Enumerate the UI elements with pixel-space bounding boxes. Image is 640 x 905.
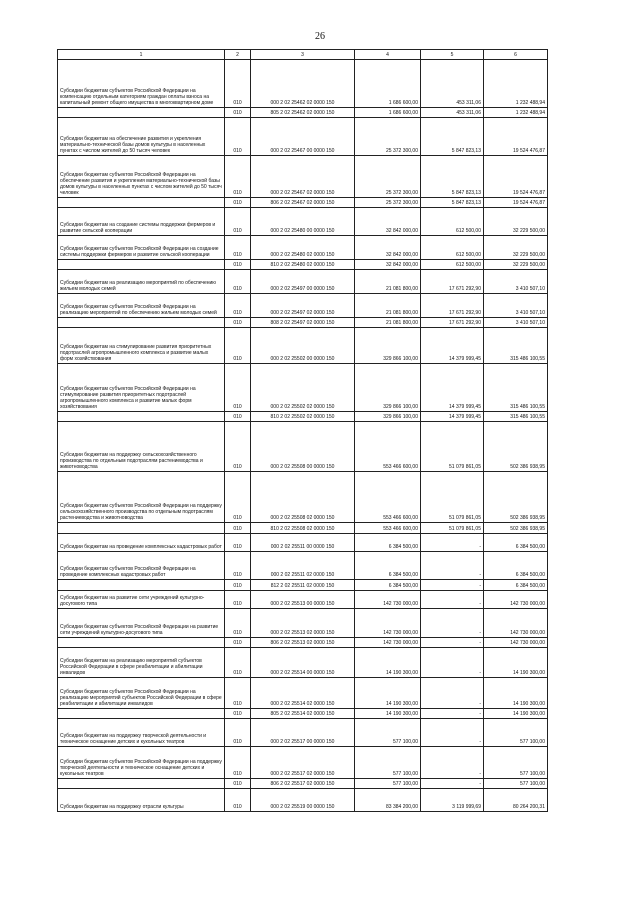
cell-name: Субсидии бюджетам субъектов Российской Федерации на стимулирование развития приоритетных подотраслей агропромышленного комплекса и развитие малых форм хозяйствования [58,364,225,412]
table-row [58,294,548,318]
cell-plan: 14 190 300,00 [355,678,421,709]
cell-adm: 010 [225,591,251,609]
table-row [58,318,548,328]
cell-exec: 612 500,00 [421,208,484,236]
cell-name [58,523,225,534]
cell-code: 805 2 02 25462 02 0000 150 [251,108,355,118]
cell-plan: 6 384 500,00 [355,580,421,591]
cell-code: 806 2 02 25467 02 0000 150 [251,198,355,208]
cell-name: Субсидии бюджетам субъектов Российской Федерации на реализацию мероприятий субъектов Российской Федерации в сфере реабилитации и абилитации инвалидов [58,678,225,709]
cell-adm: 010 [225,208,251,236]
cell-code: 806 2 02 25517 02 0000 150 [251,779,355,789]
cell-name: Субсидии бюджетам на развитие сети учреждений культурно-досугового типа [58,591,225,609]
cell-code: 000 2 02 25508 00 0000 150 [251,422,355,472]
cell-name: Субсидии бюджетам на обеспечение развития и укрепления материально-технической базы домов культуры в населенных пунктах с числом жителей до 50 тысяч человек [58,118,225,156]
cell-exec: 51 079 861,05 [421,472,484,523]
cell-plan: 32 842 000,00 [355,236,421,260]
cell-rest: 502 386 938,95 [484,523,548,534]
cell-code: 000 2 02 25517 02 0000 150 [251,747,355,779]
cell-plan: 25 372 300,00 [355,118,421,156]
cell-code: 812 2 02 25511 02 0000 150 [251,580,355,591]
cell-code: 810 2 02 25508 02 0000 150 [251,523,355,534]
cell-plan: 329 866 100,00 [355,364,421,412]
cell-adm: 010 [225,156,251,198]
budget-table [57,49,548,812]
cell-exec: 17 671 292,90 [421,318,484,328]
cell-plan: 553 466 600,00 [355,472,421,523]
cell-exec: - [421,678,484,709]
cell-name: Субсидии бюджетам субъектов Российской Федерации на поддержку сельскохозяйственного производства по отдельным подотраслям растениеводства и животноводства [58,472,225,523]
table-row [58,260,548,270]
cell-code: 000 2 02 25508 02 0000 150 [251,472,355,523]
cell-name: Субсидии бюджетам субъектов Российской Федерации на реализацию мероприятий по обеспечению жильем молодых семей [58,294,225,318]
cell-plan: 83 384 200,00 [355,789,421,812]
cell-plan: 577 100,00 [355,747,421,779]
table-row [58,580,548,591]
cell-plan: 25 372 300,00 [355,198,421,208]
cell-exec: - [421,719,484,747]
table-row [58,108,548,118]
cell-rest: 1 232 488,94 [484,60,548,108]
cell-plan: 32 842 000,00 [355,208,421,236]
cell-name [58,709,225,719]
column-header: 6 [484,50,548,60]
table-row [58,534,548,552]
cell-rest: 32 229 500,00 [484,208,548,236]
cell-rest: 14 190 300,00 [484,678,548,709]
cell-exec: - [421,648,484,678]
cell-name: Субсидии бюджетам субъектов Российской Федерации на создание системы поддержки фермеров и развитие сельской кооперации [58,236,225,260]
table-row [58,638,548,648]
cell-exec: 51 079 861,05 [421,422,484,472]
cell-plan: 21 081 800,00 [355,270,421,294]
column-header: 5 [421,50,484,60]
table-row [58,591,548,609]
cell-code: 810 2 02 25502 02 0000 150 [251,412,355,422]
cell-exec: - [421,638,484,648]
cell-rest: 577 100,00 [484,719,548,747]
column-header: 4 [355,50,421,60]
table-row [58,118,548,156]
cell-exec: 14 379 999,45 [421,412,484,422]
cell-rest: 315 486 100,55 [484,328,548,364]
column-header: 2 [225,50,251,60]
cell-rest: 315 486 100,55 [484,364,548,412]
cell-plan: 329 866 100,00 [355,412,421,422]
table-row [58,364,548,412]
cell-name [58,198,225,208]
cell-rest: 3 410 507,10 [484,318,548,328]
cell-code: 000 2 02 25467 02 0000 150 [251,156,355,198]
cell-exec: 14 379 999,45 [421,364,484,412]
cell-plan: 1 686 600,00 [355,108,421,118]
cell-adm: 010 [225,422,251,472]
cell-code: 000 2 02 25514 00 0000 150 [251,648,355,678]
cell-name: Субсидии бюджетам на реализацию мероприятий субъектов Российской Федерации в сфере реабилитации и абилитации инвалидов [58,648,225,678]
cell-name [58,108,225,118]
cell-code: 000 2 02 25513 02 0000 150 [251,609,355,638]
column-header: 1 [58,50,225,60]
cell-rest: 6 384 500,00 [484,534,548,552]
cell-plan: 14 190 300,00 [355,709,421,719]
cell-rest: 315 486 100,55 [484,412,548,422]
cell-rest: 577 100,00 [484,779,548,789]
cell-name: Субсидии бюджетам субъектов Российской Федерации на поддержку творческой деятельности и техническое оснащение детских и кукольных театров [58,747,225,779]
cell-exec: 612 500,00 [421,260,484,270]
cell-exec: 14 379 999,45 [421,328,484,364]
cell-exec: 3 119 999,69 [421,789,484,812]
cell-rest: 142 730 000,00 [484,609,548,638]
cell-plan: 32 842 000,00 [355,260,421,270]
cell-exec: 5 847 823,13 [421,118,484,156]
cell-exec: - [421,609,484,638]
table-row [58,198,548,208]
cell-code: 808 2 02 25497 02 0000 150 [251,318,355,328]
cell-exec: 5 847 823,13 [421,156,484,198]
cell-rest: 577 100,00 [484,747,548,779]
cell-adm: 010 [225,534,251,552]
cell-exec: 17 671 292,90 [421,294,484,318]
cell-plan: 142 730 000,00 [355,591,421,609]
cell-plan: 6 384 500,00 [355,552,421,580]
table-row [58,789,548,812]
cell-exec: 51 079 861,05 [421,523,484,534]
cell-plan: 21 081 800,00 [355,294,421,318]
cell-rest: 3 410 507,10 [484,270,548,294]
cell-rest: 142 730 000,00 [484,591,548,609]
table-row [58,60,548,108]
cell-code: 000 2 02 25511 00 0000 150 [251,534,355,552]
cell-rest: 1 232 488,94 [484,108,548,118]
cell-exec: - [421,580,484,591]
table-row [58,709,548,719]
table-header-row [58,50,548,60]
cell-name [58,412,225,422]
cell-rest: 80 264 200,31 [484,789,548,812]
cell-code: 000 2 02 25511 02 0000 150 [251,552,355,580]
cell-name: Субсидии бюджетам на создание системы поддержки фермеров и развитие сельской кооперации [58,208,225,236]
cell-exec: - [421,534,484,552]
cell-exec: - [421,552,484,580]
cell-plan: 142 730 000,00 [355,609,421,638]
cell-adm: 010 [225,198,251,208]
table-row [58,472,548,523]
cell-name: Субсидии бюджетам на поддержку сельскохозяйственного производства по отдельным подотраслям растениеводства и животноводства [58,422,225,472]
cell-rest: 6 384 500,00 [484,580,548,591]
cell-adm: 010 [225,412,251,422]
table-row [58,747,548,779]
cell-rest: 14 190 300,00 [484,648,548,678]
cell-rest: 502 386 938,95 [484,422,548,472]
cell-adm: 010 [225,60,251,108]
cell-name [58,638,225,648]
cell-exec: - [421,709,484,719]
cell-name: Субсидии бюджетам на поддержку отрасли культуры [58,789,225,812]
column-header: 3 [251,50,355,60]
cell-adm: 010 [225,580,251,591]
cell-exec: 453 311,06 [421,60,484,108]
table-row [58,328,548,364]
cell-code: 000 2 02 25480 02 0000 150 [251,236,355,260]
cell-exec: - [421,591,484,609]
cell-adm: 010 [225,789,251,812]
table-row [58,648,548,678]
cell-code: 000 2 02 25514 02 0000 150 [251,678,355,709]
cell-name: Субсидии бюджетам на стимулирование развития приоритетных подотраслей агропромышленного комплекса и развитие малых форм хозяйствования [58,328,225,364]
cell-adm: 010 [225,552,251,580]
cell-adm: 010 [225,270,251,294]
table-row [58,719,548,747]
cell-plan: 1 686 600,00 [355,60,421,108]
cell-plan: 14 190 300,00 [355,648,421,678]
cell-adm: 010 [225,648,251,678]
cell-name: Субсидии бюджетам субъектов Российской Федерации на обеспечение развития и укрепления материально-технической базы домов культуры в населенных пунктах с числом жителей до 50 тысяч человек [58,156,225,198]
cell-name: Субсидии бюджетам на реализацию мероприятий по обеспечению жильем молодых семей [58,270,225,294]
cell-plan: 21 081 800,00 [355,318,421,328]
cell-code: 000 2 02 25462 02 0000 150 [251,60,355,108]
table-row [58,236,548,260]
cell-adm: 010 [225,294,251,318]
cell-adm: 010 [225,719,251,747]
cell-rest: 19 524 476,87 [484,118,548,156]
cell-rest: 32 229 500,00 [484,236,548,260]
table-row [58,678,548,709]
cell-name: Субсидии бюджетам субъектов Российской Федерации на компенсацию отдельным категориям граждан оплаты взноса на капитальный ремонт общего имущества в многоквартирном доме [58,60,225,108]
cell-exec: 17 671 292,90 [421,270,484,294]
cell-adm: 010 [225,328,251,364]
cell-rest: 142 730 000,00 [484,638,548,648]
cell-code: 000 2 02 25517 00 0000 150 [251,719,355,747]
table-row [58,609,548,638]
cell-plan: 329 866 100,00 [355,328,421,364]
cell-adm: 010 [225,318,251,328]
cell-exec: 612 500,00 [421,236,484,260]
cell-name: Субсидии бюджетам на поддержку творческой деятельности и техническое оснащение детских и кукольных театров [58,719,225,747]
table-row [58,208,548,236]
cell-code: 000 2 02 25467 00 0000 150 [251,118,355,156]
cell-code: 000 2 02 25513 00 0000 150 [251,591,355,609]
cell-plan: 142 730 000,00 [355,638,421,648]
page-number: 26 [315,31,325,42]
cell-adm: 010 [225,260,251,270]
cell-plan: 553 466 600,00 [355,523,421,534]
cell-adm: 010 [225,709,251,719]
cell-adm: 010 [225,108,251,118]
cell-code: 000 2 02 25519 00 0000 150 [251,789,355,812]
cell-name: Субсидии бюджетам субъектов Российской Федерации на развитие сети учреждений культурно-досугового типа [58,609,225,638]
cell-plan: 577 100,00 [355,719,421,747]
cell-name [58,779,225,789]
cell-code: 806 2 02 25513 02 0000 150 [251,638,355,648]
cell-exec: 5 847 823,13 [421,198,484,208]
cell-name: Субсидии бюджетам на проведение комплексных кадастровых работ [58,534,225,552]
table-row [58,523,548,534]
cell-rest: 6 384 500,00 [484,552,548,580]
cell-adm: 010 [225,523,251,534]
cell-plan: 25 372 300,00 [355,156,421,198]
cell-code: 805 2 02 25514 02 0000 150 [251,709,355,719]
table-row [58,412,548,422]
cell-adm: 010 [225,638,251,648]
cell-name [58,260,225,270]
cell-adm: 010 [225,236,251,260]
cell-adm: 010 [225,678,251,709]
cell-plan: 553 466 600,00 [355,422,421,472]
cell-rest: 14 190 300,00 [484,709,548,719]
table-row [58,270,548,294]
cell-code: 000 2 02 25497 00 0000 150 [251,270,355,294]
cell-plan: 577 100,00 [355,779,421,789]
table-row [58,552,548,580]
table-row [58,156,548,198]
cell-rest: 32 229 500,00 [484,260,548,270]
cell-code: 810 2 02 25480 02 0000 150 [251,260,355,270]
cell-rest: 19 524 476,87 [484,198,548,208]
cell-code: 000 2 02 25502 00 0000 150 [251,328,355,364]
cell-rest: 502 386 938,95 [484,472,548,523]
cell-rest: 19 524 476,87 [484,156,548,198]
cell-adm: 010 [225,472,251,523]
cell-name [58,580,225,591]
cell-name: Субсидии бюджетам субъектов Российской Федерации на проведение комплексных кадастровых работ [58,552,225,580]
cell-adm: 010 [225,609,251,638]
cell-adm: 010 [225,118,251,156]
cell-adm: 010 [225,779,251,789]
cell-code: 000 2 02 25502 02 0000 150 [251,364,355,412]
cell-exec: - [421,779,484,789]
table-row [58,779,548,789]
cell-name [58,318,225,328]
cell-code: 000 2 02 25480 00 0000 150 [251,208,355,236]
cell-rest: 3 410 507,10 [484,294,548,318]
cell-code: 000 2 02 25497 02 0000 150 [251,294,355,318]
cell-exec: - [421,747,484,779]
cell-adm: 010 [225,747,251,779]
cell-adm: 010 [225,364,251,412]
cell-plan: 6 384 500,00 [355,534,421,552]
table-row [58,422,548,472]
cell-exec: 453 311,06 [421,108,484,118]
